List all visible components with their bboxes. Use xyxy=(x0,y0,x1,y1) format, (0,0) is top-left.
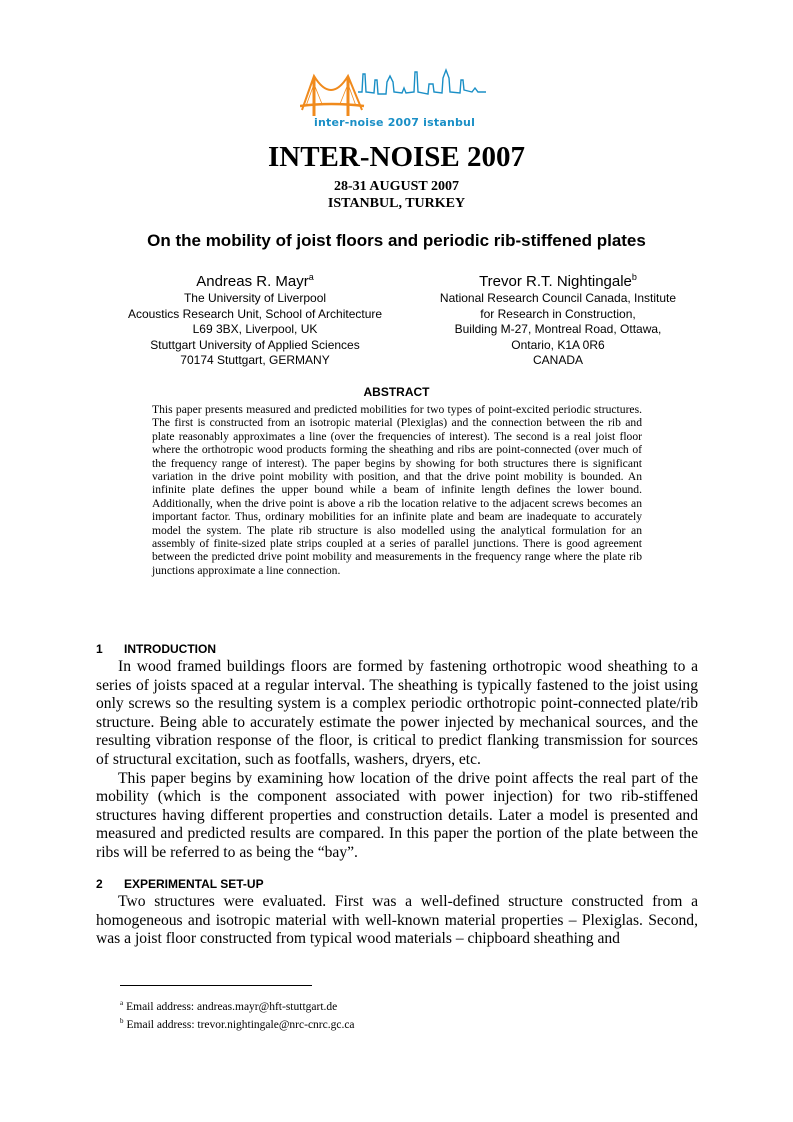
author-block-1 xyxy=(96,268,414,369)
bridge-icon xyxy=(300,76,364,116)
author-name: Trevor R.T. Nightingale$^b$ xyxy=(479,272,637,290)
section-body-introduction xyxy=(96,658,698,863)
footnotes xyxy=(120,996,355,1032)
affiliation-line: Stuttgart University of Applied Sciences xyxy=(150,337,360,352)
section-heading-experimental-setup: 2 EXPERIMENTAL SET-UP xyxy=(96,877,264,891)
footnote: $^b$ Email address: trevor.nightingale@nrc-cnrc.gc.ca xyxy=(120,1016,355,1031)
paragraph: In wood framed buildings floors are formed by fastening orthotropic wood sheathing to a series of joists spaced at a regular interval. The sheathing is typically fastened to the joist using only screws so the resulting system is a complex periodic orthotropic point-connected plate/rib structure. Being able to accurately estimate the power injected by mechanical sources, and the resulting vibration response of the floor, is critical to predict flanking transmission for sources of structural excitation, such as footfalls, washers, dryers, etc. xyxy=(96,658,698,768)
footnote: $^a$ Email address: andreas.mayr@hft-stuttgart.de xyxy=(120,999,338,1013)
conference-dates: 28-31 AUGUST 2007 xyxy=(334,179,459,194)
affiliation-line: National Research Council Canada, Institute xyxy=(439,291,677,305)
paper-title: On the mobility of joist floors and periodic rib-stiffened plates xyxy=(147,231,646,250)
abstract-text: This paper presents measured and predicted mobilities for two types of point-excited periodic structures. The first is constructed from an isotropic material (Plexiglas) and the connection between the rib and plate reasonably approximates a line (over the frequencies of interest). The second is a real joist floor where the orthotropic wood products forming the sheathing and ribs are point-connected (over much of the frequency range of interest). The paper begins by showing for both structures there is significant variation in the drive point mobility with position, and that the drive point mobility is bounded. An infinite plate defines the upper bound while a beam of infinite length defines the lower bound. Additionally, when the drive point is above a rib the location relative to the adjacent screws becomes an important factor. Thus, ordinary mobilities for an infinite plate and beam are inadequate to accurately model the system. The plate rib structure is also modelled using the analytical formulation for an assembly of finite-sized plate strips coupled at a series of parallel junctions. There is good agreement between the predicted drive point mobility and measurements in the frequency range where the plate rib junctions approximate a line connection. xyxy=(152,403,642,577)
affiliation-line: Acoustics Research Unit, School of Architecture xyxy=(127,306,383,321)
affiliation-line: for Research in Construction, xyxy=(480,306,636,321)
author-block-2 xyxy=(414,268,702,369)
affiliation-line: CANADA xyxy=(532,353,583,368)
affiliation-line: The University of Liverpool xyxy=(183,291,327,305)
affiliation-line: L69 3BX, Liverpool, UK xyxy=(192,322,318,337)
conference-location: ISTANBUL, TURKEY xyxy=(327,196,466,211)
skyline-icon xyxy=(358,70,486,94)
section-heading-introduction: 1 INTRODUCTION xyxy=(96,642,216,656)
affiliation-line: Building M-27, Montreal Road, Ottawa, xyxy=(454,322,662,337)
author-name: Andreas R. Mayr$^a$ xyxy=(196,272,314,290)
footnote-divider xyxy=(120,985,312,986)
affiliation-line: 70174 Stuttgart, GERMANY xyxy=(180,353,330,368)
paragraph: This paper begins by examining how location of the drive point affects the real part of the mobility (which is the component associated with power injection) for two rib-stiffened structures having different properties and construction details. Later a model is presented and measured and predicted results are compared. In this paper the portion of the plate between the ribs will be referred to as being the “bay”. xyxy=(96,769,698,861)
paragraph: Two structures were evaluated. First was a well-defined structure constructed from a homogeneous and isotropic material with well-known material properties – Plexiglas. Second, was a joist floor constructed from typical wood materials – chipboard sheathing and xyxy=(96,893,698,948)
logo-text: inter-noise 2007 istanbul xyxy=(314,116,476,129)
conference-title: INTER-NOISE 2007 xyxy=(267,141,526,173)
affiliation-line: Ontario, K1A 0R6 xyxy=(511,337,605,352)
section-body-experimental-setup xyxy=(96,893,698,949)
abstract-heading: ABSTRACT xyxy=(363,385,430,399)
